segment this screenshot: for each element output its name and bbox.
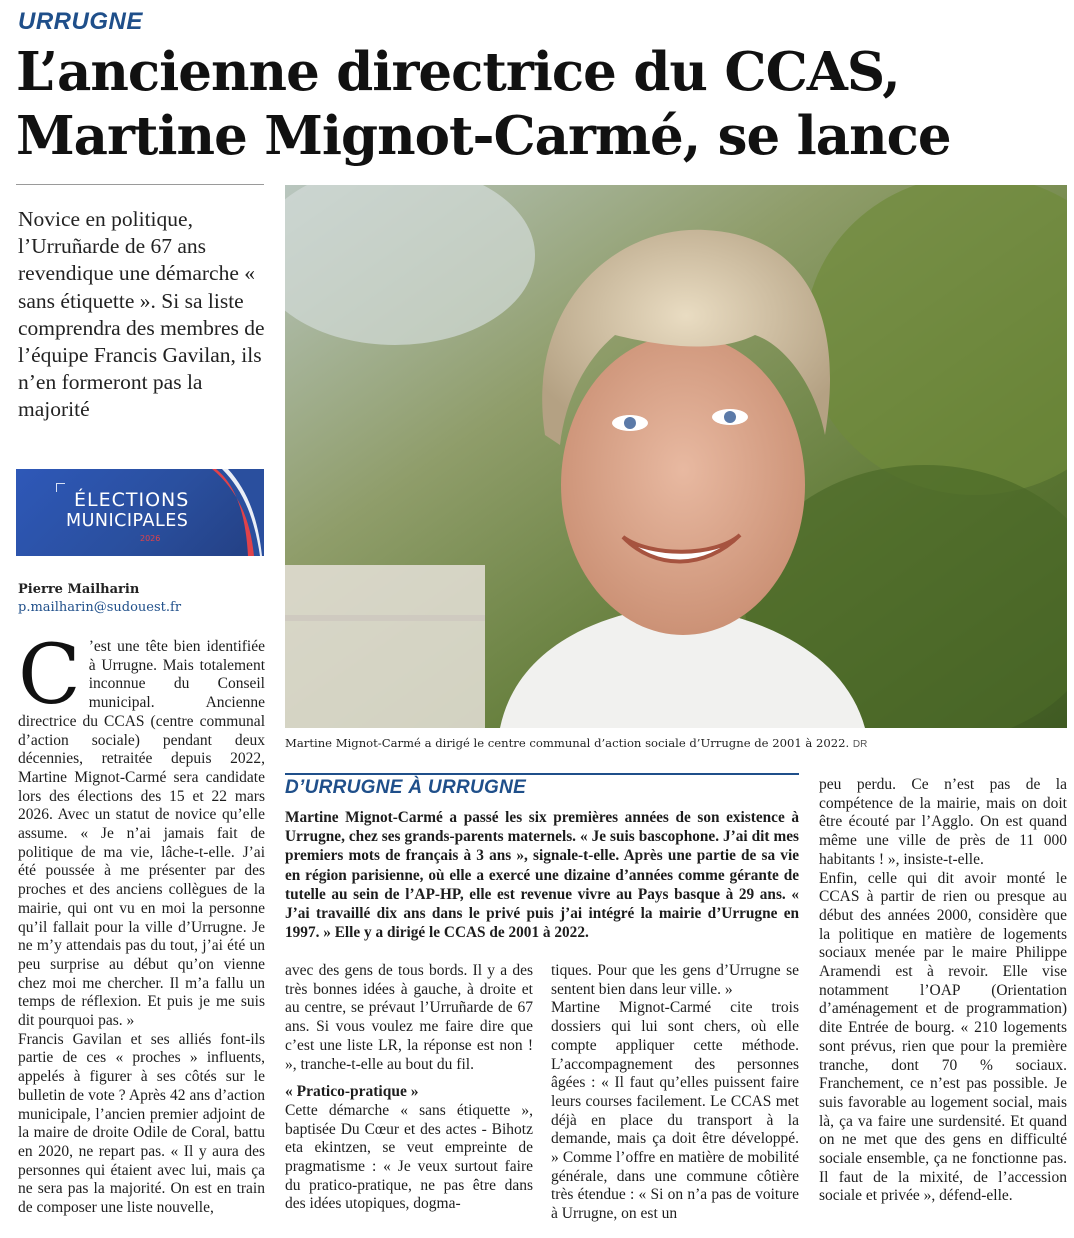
paragraph: Francis Gavilan et ses alliés font-ils partie de ces « proches » influents, appelés à figurer à ses côtés sur le bulletin de vote ? Après 42 ans d’action municipale, l’ancien premier adjoint de la maire de droite Odile de Coral, battu en 2020, ne repart pas. « Il y aura des personnes qui étaient avec lui, mais ça ne sera pas la majorité. On est en train de composer une liste nouvelle,: [18, 1030, 265, 1217]
paragraph: peu perdu. Ce n’est pas de la compétence de la mairie, mais on doit être écouté par l’Agglo. On est quand même une ville de près de 11 000 habitants ! », insiste-t-elle.: [819, 776, 1067, 868]
photo-caption: [285, 736, 1067, 750]
portrait-image: [285, 185, 1067, 728]
caption-text: Martine Mignot-Carmé a dirigé le centre communal d’action sociale d’Urrugne de 2001 à 2022.: [285, 736, 850, 750]
byline-author: Pierre Mailharin: [18, 582, 140, 597]
paragraph: Cette démarche « sans étiquette », baptisée Du Cœur et des actes - Bihotz eta ekintzen, se veut empreinte de pragmatisme : « Je veux surtout faire du pratico-pratique, ne pas être dans des idées utopiques, dogma-: [285, 1101, 533, 1213]
sidebar-title: D’URRUGNE À URRUGNE: [285, 777, 527, 798]
badge-line1: ÉLECTIONS: [74, 489, 190, 511]
photo-credit: DR: [852, 739, 868, 750]
byline-email-link[interactable]: p.mailharin@sudouest.fr: [18, 600, 182, 615]
body-column-2: [285, 962, 533, 1214]
dropcap: C: [18, 628, 81, 723]
paragraph: avec des gens de tous bords. Il y a des très bonnes idées à gauche, à droite et au centre, se prévaut l’Urruñarde de 67 ans. Si vous voulez me faire dire que c’est une liste LR, la réponse est non ! », tranche-t-elle au bout du fil.: [285, 962, 533, 1073]
paragraph-text: ’est une tête bien identifiée à Urrugne. Mais totalement inconnue du Conseil municipal. Ancienne directrice du CCAS (centre communal d’action sociale) pendant deux décennies, retraitée depuis 2022, Martine Mignot-Carmé sera candidate lors des élections des 15 et 22 mars 2026. Avec un statut de novice qu’elle assume. « Je n’ai jamais fait de politique de ma vie, lâche-t-elle. J’ai été poussée à me présenter par des proches et des anciens collègues de la mairie, qui ont vu en moi la personne qu’il fallait pour la ville d’Urrugne. Je ne m’y attendais pas du tout, j’ai été un peu surprise au début qu’on vienne chez moi me chercher. Il m’a fallu un temps de réflexion. Et puis je me suis dit pourquoi pas. »: [18, 638, 265, 1030]
paragraph: [18, 628, 265, 1031]
sidebar-text: Martine Mignot-Carmé a passé les six premières années de son existence à Urrugne, chez ses grands-parents maternels. « Je suis bascophone. J’ai dit mes premiers mots de français à 3 ans », signale-t-elle. Après une partie de sa vie en région parisienne, où elle a exercé une dizaine d’années comme gérante de tutelle au sein de l’AP-HP, elle est revenue vivre au Pays basque à 29 ans. « J’ai travaillé dix ans dans le privé puis j’ai intégré la mairie d’Urrugne en 1997. » Elle y a dirigé le CCAS de 2001 à 2022.: [285, 809, 799, 942]
badge-line2: MUNICIPALES: [66, 511, 189, 531]
paragraph: Enfin, celle qui dit avoir monté le CCAS à partir de rien ou presque au début des années 2000, considère que la politique en matière de logements sociaux menée par le maire Philippe Aramendi est à revoir. Elle vise notamment l’OAP (Orientation d’aménagement et de programmation) dite Entrée de bourg. « 210 logements sont prévus, rien que pour la première tranche, dont 70 % sociaux. Franchement, ce n’est pas possible. Je suis favorable au logement social, mais là, ça va faire une surdensité. Et quand on ne met que des gens en difficulté sociale ensemble, ça ne fonctionne pas. Il faut de la mixité, de l’accession sociale et privée », défend-elle.: [819, 869, 1067, 1205]
subheading: « Pratico-pratique »: [285, 1083, 419, 1101]
body-column-3: [551, 962, 799, 1224]
headline: L’ancienne directrice du CCAS, Martine Mignot-Carmé, se lance: [16, 41, 951, 167]
portrait-photo: [285, 185, 1067, 728]
elections-badge: [16, 469, 264, 556]
tricolor-ribbon-icon: [194, 469, 264, 556]
section-kicker: URRUGNE: [18, 8, 143, 35]
paragraph: tiques. Pour que les gens d’Urrugne se sentent bien dans leur ville. »: [551, 962, 799, 998]
badge-year: 2026: [140, 534, 161, 543]
body-column-1: [18, 628, 265, 1218]
sidebar-rule: [285, 773, 799, 775]
body-column-4: [819, 776, 1067, 1206]
standfirst: Novice en politique, l’Urruñarde de 67 ans revendique une démarche « sans étiquette ». Si sa liste comprendra des membres de l’équipe Francis Gavilan, ils n’en formeront pas la majorité: [18, 207, 265, 422]
column-rule: [16, 184, 264, 185]
paragraph: Martine Mignot-Carmé cite trois dossiers qui lui sont chers, où elle compte appliquer cette méthode. L’accompagnement des personnes âgées : « Il faut qu’elles puissent faire leurs courses facilement. Le CCAS met déjà en place du transport à la demande, mais ça doit être développé. » Comme l’offre en matière de mobilité générale, dans une commune côtière très étendue : « Si on n’a pas de voiture à Urrugne, on est un: [551, 999, 799, 1223]
badge-corner-mark: [56, 483, 65, 492]
